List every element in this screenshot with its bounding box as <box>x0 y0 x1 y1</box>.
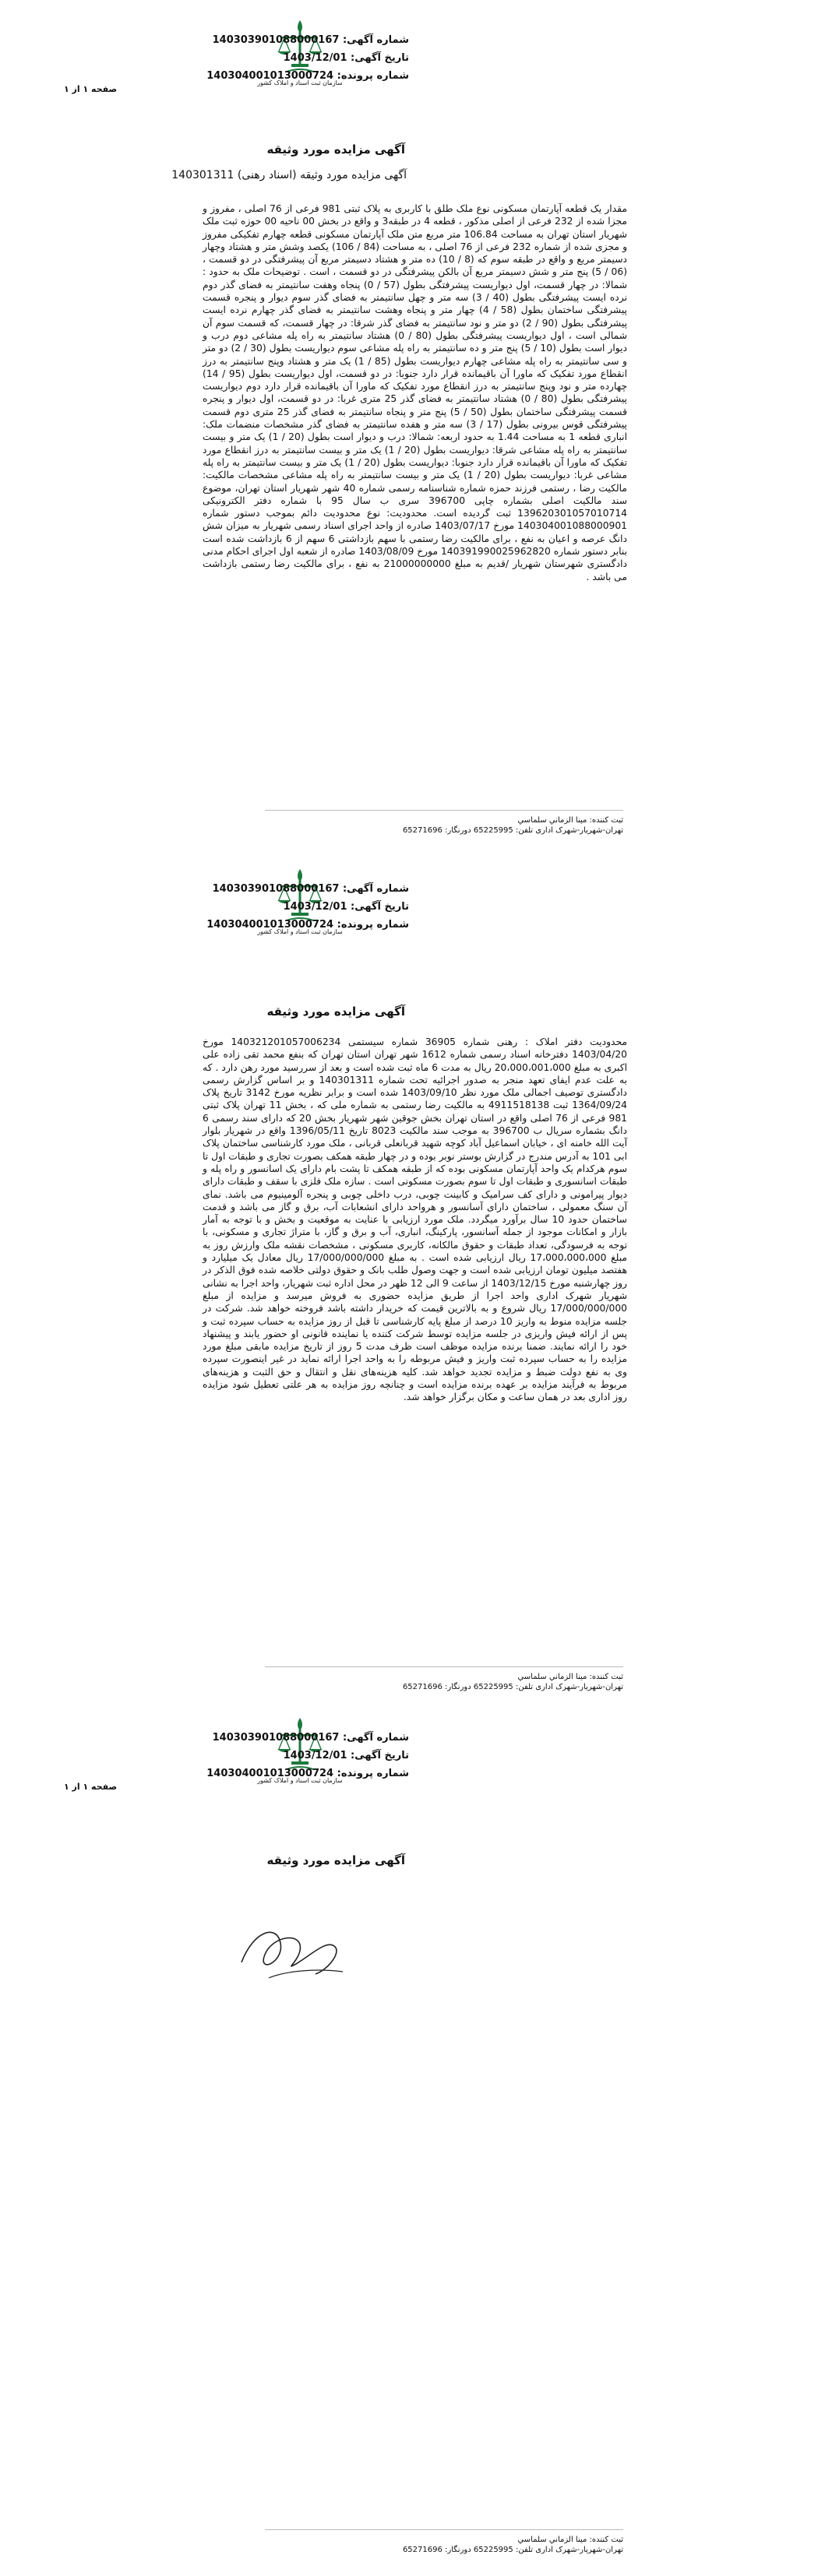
org-name: سازمان ثبت اسناد و املاک کشور <box>257 1777 343 1784</box>
ad-date: تاریخ آگهی: 1403/12/01 <box>283 1750 409 1761</box>
divider <box>265 1666 623 1667</box>
notice-title: آگهی مزایده مورد وثیقه <box>266 1853 405 1867</box>
case-number: شماره پرونده: 140304001013000724 <box>206 919 409 931</box>
notice-meta <box>206 880 409 934</box>
notice-3 <box>0 1698 818 2576</box>
notice-1 <box>0 0 818 849</box>
notice-header <box>0 0 818 117</box>
signatory: ثبت کننده: مینا الزماني سلماسي <box>517 2536 623 2544</box>
divider <box>265 2529 623 2530</box>
notice-meta <box>206 1729 409 1782</box>
signatory: ثبت کننده: مینا الزماني سلماسي <box>517 1673 623 1681</box>
notice-meta <box>206 31 409 85</box>
page-count: صفحه ۱ از ۱ <box>64 84 118 94</box>
notice-header <box>0 1698 818 1814</box>
notice-title: آگهی مزایده مورد وثیقه <box>266 1005 405 1019</box>
page-count: صفحه ۱ از ۱ <box>64 1782 118 1792</box>
notice-body: مقدار یک قطعه آپارتمان مسکونی نوع ملک طلق با کاربری به پلاک ثبتی 981 فرعی از 76 اصلی ، مفروز و مجزا شده از 232 فرعی از اصلی مذکور ، قطعه 4 در طبقه3 و واقع در بخش 00 ناحیه 00 حوزه ثبت ملک شهریار استان تهران به مساحت 106.84 متر مربع متن ملک آپارتمان مسکونی قطعه چهارم تفکیکی مفروز و مجزی شده از شماره 232 فرعی از 76 اصلی ، به مساحت (84 / 106) یکصد وشش متر و هشتاد وچهار دسیمتر مربع و واقع در طبقه سوم که (8 / 10) ده متر و هشتاد دسیمتر مربع آن پیشرفتگی در دو قسمت ، (06 / 5) پنج متر و شش دسیمتر مربع آن بالکن پیشرفتگی در دو قسمت ، است . توضیحات ملک به حدود : شمالا: در چهار قسمت، اول دیواریست پیشرفتگی بطول (57 / 0) پنجاه وهفت سانتیمتر به فضای گذر دوم نرده ایست پیشرفتگی بطول (40 / 3) سه متر و چهل سانتیمتر به فضای گذر سوم دیوار و پنجره قسمت پیشرفتگی ساختمان بطول (58 / 4) چهار متر و پنجاه وهشت سانتیمتر به فضای گذر چهارم نرده ایست پیشرفتگی بطول (90 / 2) دو متر و نود سانتیمتر به فضای گذر شرقا: در چهار قسمت، که قسمت سوم آن شمالی است ، اول دیواریست پیشرفتگی بطول (80 / 0) هشتاد سانتیمتر به راه پله مشاعی دوم درب و دیوار است بطول (10 / 5) پنج متر و ده سانتیمتر به راه پله مشاعی سوم دیواریست بطول (30 / 2) دو متر و سی سانتیمتر به راه پله مشاعی چهارم دیواریست بطول (85 / 1) یک متر و هشتاد وپنج سانتیمتر به درز انقطاع مورد تفکیک که ماورا آن باقیمانده قرار دارد جنوبا: در دو قسمت، اول دیواریست بطول (95 / 14) چهارده متر و نود وپنج سانتیمتر به درز انقطاع مورد تفکیک که ماورا آن باقیمانده قرار دارد دوم دیواریست پیشرفتگی بطول (80 / 0) هشتاد سانتیمتر به فضای گذر 25 متری غربا: در دو قسمت، اول دیوار و پنجره قسمت پیشرفتگی ساختمان بطول (50 / 5) پنج متر و پنجاه سانتیمتر به فضای گذر 25 متری دوم قسمت پیشرفتگی قوس بیرونی بطول (17 / 3) سه متر و هفده سانتیمتر به فضای گذر مشخصات منضمات ملک: انباری قطعه 1 به مساحت 1.44 به حدود اربعه: شمالا: درب و دیوار است بطول (20 / 1) یک متر و بیست سانتیمتر به راه پله مشاعی شرقا: دیواریست بطول (20 / 1) یک متر و بیست سانتیمتر به درز انقطاع مورد تفکیک که ماورا آن باقیمانده قرار دارد جنوبا: دیواریست بطول (20 / 1) یک متر و بیست سانتیمتر به راه پله مشاعی غربا: دیواریست بطول (20 / 1) یک متر و بیست سانتیمتر به راه پله مشاعی مشخصات مالکیت: مالکیت رضا ، رستمی فرزند حمزه شماره شناسنامه رسمی شماره 40 شهر شهریار استان تهران، موضوع سند مالکیت اصلی بشماره چاپی 396700 سری ب سال 95 با شماره دفتر الکترونیکی 139620301057010714 ثبت گردیده است. محدودیت: نوع محدودیت دائم بموجب دستور شماره 140304001088000901 مورخ 1403/07/17 صادره از واحد اجرای اسناد رسمی شهریار به میزان شش دانگ عرصه و اعیان به نفع ، برای مالکیت رضا رستمی با سهم بازداشتی 6 سهم از 6 بازداشت شده است بنابر دستور شماره 140391990025962820 مورخ 1403/08/09 صادره از شعبه اول اجرای احکام مدنی دادگستری شهرستان شهریار /قدیم به مبلغ 21000000000 به نفع ، برای مالکیت رضا رستمی بازداشت می باشد . <box>203 203 628 582</box>
notice-footer <box>403 815 623 836</box>
contact-info: تهران-شهریار-شهرک اداری تلفن: 65225995 دورنگار: 65271696 <box>402 2546 623 2554</box>
notice-footer <box>403 1672 623 1692</box>
signatory: ثبت کننده: مینا الزماني سلماسي <box>517 816 623 825</box>
notice-footer <box>403 2535 623 2555</box>
contact-info: تهران-شهریار-شهرک اداری تلفن: 65225995 دورنگار: 65271696 <box>402 826 623 835</box>
org-name: سازمان ثبت اسناد و املاک کشور <box>257 79 343 86</box>
ad-date: تاریخ آگهی: 1403/12/01 <box>283 52 409 64</box>
handwritten-signature <box>210 1908 366 1994</box>
case-number: شماره پرونده: 140304001013000724 <box>206 70 409 82</box>
notice-body: محدودیت دفتر املاک : رهنی شماره 36905 شماره سیستمی 140321201057006234 مورخ 1403/04/20 دفترخانه اسناد رسمی شماره 1612 شهر تهران استان تهران که بنفع محمد تقی زاده علی اکبری به مبلغ 20،000،001،000 ریال به مدت 6 ماه ثبت شده است و بعد از سررسید مورد رهن دارد . که به علت عدم ایفای تعهد منجر به صدور اجرائیه تحت شماره 140301311 و بر اساس گزارش رسمی دادگستری توصیف اجمالی ملک مورد نظر 1403/09/10 شده است و برابر نظریه مورخ 3142 تاریخ پلاک 1364/09/24 ثبت 4911518138 به مالکیت رضا رستمی به شماره ملی که ، بخش 11 تهران پلاک ثبتی 981 فرعی از 76 اصلی واقع در استان تهران بخش جوقین شهر شهریار بخش 20 که دارای سند رسمی 6 دانگ بشماره سریال ب 396700 به موجب سند مالکیت 8023 تاریخ 1396/05/11 واقع در شهریار بلوار آیت الله خامنه ای ، خیابان اسماعیل آباد کوچه شهید قربانعلی قربانی ، ملک مورد کارشناسی ساختمان پلاک ابی 101 به آدرس مندرج در گزارش بوستر نوبر بوده و در چهار طبقه همکف بصورت تجاری و طبقات اول تا سوم هرکدام یک واحد آپارتمان مسکونی بوده که از طبقه همکف تا پشت بام دارای یک اسانسور و راه پله و طبقات اسانسوری و طبقات اول تا سوم بصورت مسکونی است . سازه ملک فلزی با سقف و طبقات دارای دیوار پیرامونی و دارای کف سرامیک و کابینت چوبی، درب داخلی چوبی و پنجره آلومینیوم می باشد. نمای آن سنگ معمولی ، ساختمان دارای آسانسور و هرواحد دارای انشعابات آب، برق و گاز می باشد و قدمت ساختمان حدود 10 سال برآورد میگردد. ملک مورد ارزیابی با عنایت به موقعیت و بخش و با توجه به آمار بازار و امکانات موجود از جمله آسانسور، پارکینگ، انباری، آب و برق و گاز، با متراژ تجاری و مسکونی، با توجه به فرسودگی، تعداد طبقات و حقوق مالکانه، کاربری مسکونی ، مشخصات نقشه ملک وارزش روز به مبلغ 17،000،000،000 ریال ارزیابی شده است . به مبلغ 17/000/000/000 ریال معادل یک میلیارد و هفتصد میلیون تومان ارزیابی شده است و جهت وصول طلب بانک و حقوق دولتی خلاصه شده فوق الذکر در روز چهارشنبه مورخ 1403/12/15 از ساعت 9 الی 12 ظهر در محل اداره ثبت شهریار، واحد اجرا به نشانی شهریار شهرک اداری واحد اجرا از طریق مزایده حضوری به فروش میرسد و مزایده از مبلغ 17/000/000/000 ریال شروع و به بالاترین قیمت که خریدار داشته باشد فروخته خواهد شد. شرکت در جلسه مزایده منوط به واریز 10 درصد از مبلغ پایه کارشناسی تا قبل از روز مزایده به حساب سپرده ثبت و پس از ارائه فیش واریزی در جلسه مزایده توسط شرکت کننده یا نماینده قانونی او حضور یابند و پیشنهاد خود را ارائه نمایند. ضمنا برنده مزایده موظف است ظرف مدت 5 روز از تاریخ مزایده مابقی مبلغ مورد مزایده را به حساب سپرده ثبت واریز و فیش مربوطه را به واحد اجرا ارائه نماید در غیر اینصورت سپرده وی به نفع دولت ضبط و مزایده تجدید خواهد شد. کلیه هزینه‌های نقل و انتقال و حق الثبت و هزینه‌های مربوط به فرآیند مزایده بر عهده برنده مزایده است و چنانچه روز مزایده به هر علتی تعطیل شود مزایده روز اداری بعد در همان ساعت و مکان برگزار خواهد شد. <box>203 1036 628 1403</box>
case-number: شماره پرونده: 140304001013000724 <box>206 1768 409 1779</box>
divider <box>265 810 623 811</box>
ad-number: شماره آگهی: 140303901088000167 <box>212 1732 409 1744</box>
ad-number: شماره آگهی: 140303901088000167 <box>212 883 409 895</box>
notice-2 <box>0 849 818 1698</box>
notice-header <box>0 849 818 966</box>
ad-number: شماره آگهی: 140303901088000167 <box>212 34 409 46</box>
notice-subtitle: آگهی مزایده مورد وثیقه (اسناد رهنی) 140301311 <box>171 169 407 181</box>
contact-info: تهران-شهریار-شهرک اداری تلفن: 65225995 دورنگار: 65271696 <box>402 1683 623 1691</box>
notice-title: آگهی مزایده مورد وثیقه <box>266 143 405 157</box>
ad-date: تاریخ آگهی: 1403/12/01 <box>283 901 409 913</box>
org-name: سازمان ثبت اسناد و املاک کشور <box>257 928 343 935</box>
